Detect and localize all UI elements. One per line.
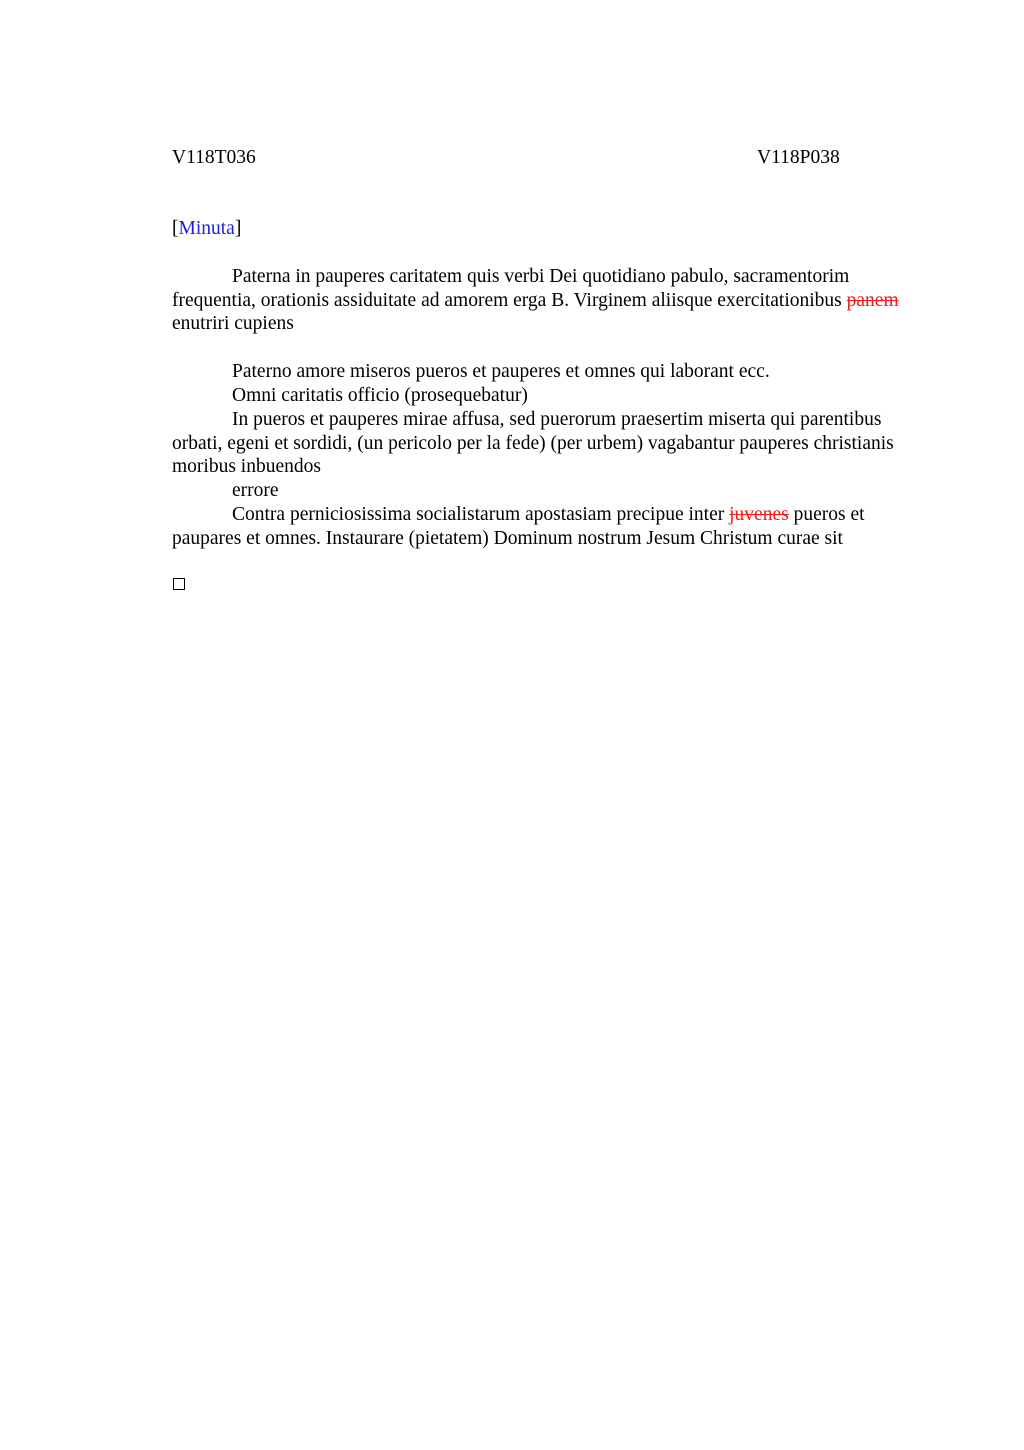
paragraph-6-tail: pueros et paupares et omnes. Instaurare (pietatem) Dominum nostrum Jesum Christum curae sit xyxy=(172,504,865,549)
paragraph-2: Paterno amore miseros pueros et pauperes et omnes qui laborant ecc. xyxy=(232,361,770,382)
document-label xyxy=(172,217,241,241)
paragraph-5: errore xyxy=(232,480,279,501)
paragraph-1-tail: enutriri cupiens xyxy=(172,313,294,335)
label-open-bracket: [ xyxy=(172,218,179,239)
paragraph-1-text: Paterna in pauperes caritatem quis verbi Dei quotidiano pabulo, sacramentorim frequentia, orationis assiduitate ad amorem erga B. Virginem aliisque exercitationibus xyxy=(172,266,850,311)
empty-square-icon xyxy=(173,578,185,590)
paragraph-3: Omni caritatis officio (prosequebatur) xyxy=(232,385,528,406)
paragraph-1 xyxy=(172,265,932,336)
deleted-word-juvenes: juvenes xyxy=(729,504,789,525)
paragraph-4: In pueros et pauperes mirae affusa, sed puerorum praesertim miserta qui parentibus orbati, egeni et sordidi, (un pericolo per la fede) (per urbem) vagabantur pauperes christianis moribus inbuendos xyxy=(172,409,894,478)
deleted-word-panem: panem xyxy=(846,289,899,311)
label-text: Minuta xyxy=(178,218,235,239)
label-close-bracket: ] xyxy=(234,218,242,239)
header-left-code: V118T036 xyxy=(172,147,256,168)
paragraph-6-text: Contra perniciosissima socialistarum apostasiam precipue inter xyxy=(232,504,730,525)
header-right-code: V118P038 xyxy=(757,147,840,168)
paragraph-6 xyxy=(172,503,932,550)
